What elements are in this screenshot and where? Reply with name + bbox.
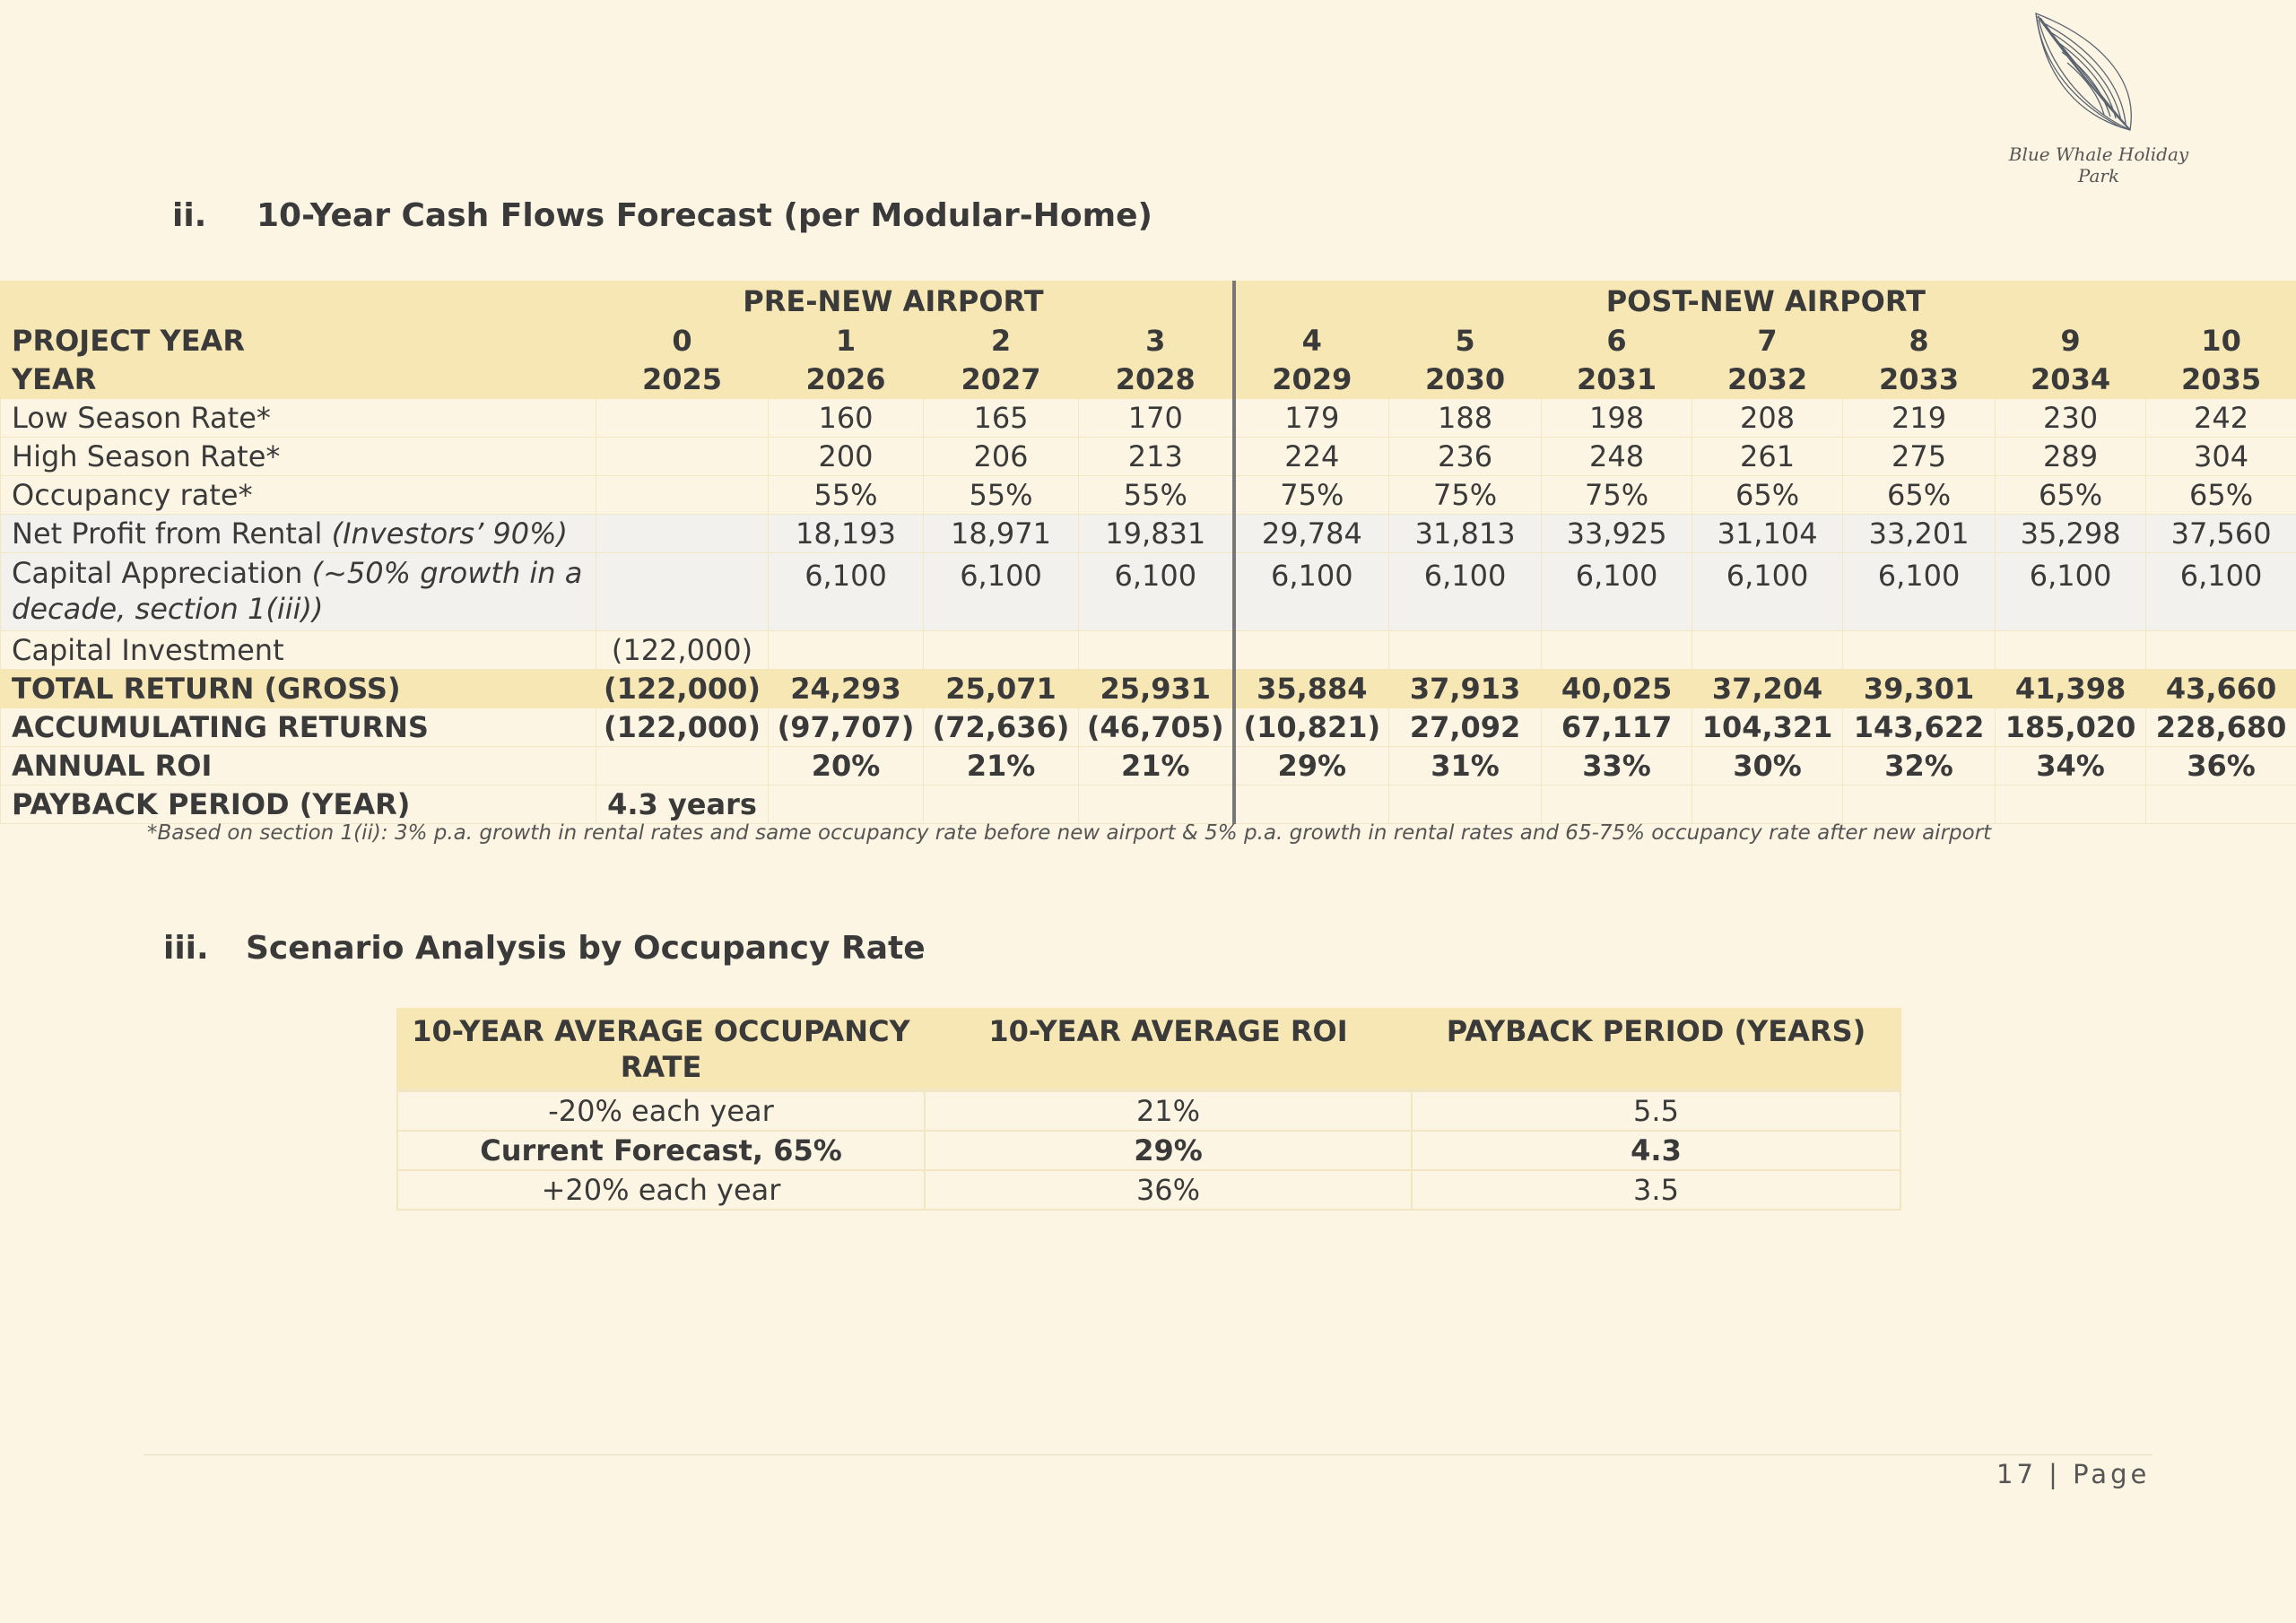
cell: 65% <box>1996 476 2146 515</box>
cell: 160 <box>769 399 924 438</box>
cell: 36% <box>925 1170 1412 1210</box>
row-label <box>1 553 596 631</box>
cell: 4.3 <box>1412 1131 1900 1170</box>
section-heading: Scenario Analysis by Occupancy Rate <box>246 930 926 967</box>
cell <box>1692 631 1843 670</box>
cell <box>924 785 1079 824</box>
cell: 39,301 <box>1843 670 1996 708</box>
cell: 21% <box>925 1090 1412 1131</box>
cell <box>596 515 769 553</box>
row-label: PAYBACK PERIOD (YEAR) <box>1 785 596 824</box>
cell: 6,100 <box>769 553 924 631</box>
cell: 228,680 <box>2146 708 2296 747</box>
cell: 27,092 <box>1389 708 1542 747</box>
cell: 206 <box>924 438 1079 476</box>
cell: 213 <box>1079 438 1234 476</box>
row-label: ANNUAL ROI <box>1 747 596 785</box>
cell <box>1542 785 1692 824</box>
cell: 6,100 <box>1996 553 2146 631</box>
section-title-scenario <box>163 930 926 967</box>
cell: 6,100 <box>2146 553 2296 631</box>
cell <box>1996 785 2146 824</box>
cell: 230 <box>1996 399 2146 438</box>
cashflow-table <box>0 281 2296 824</box>
cell: 29% <box>1234 747 1389 785</box>
label-text: Capital Appreciation <box>12 556 312 590</box>
row-payback-period <box>1 785 2296 824</box>
cell: 35,884 <box>1234 670 1389 708</box>
cell: 36% <box>2146 747 2296 785</box>
cell: 5.5 <box>1412 1090 1900 1131</box>
row-capital-investment <box>1 631 2296 670</box>
header-roi: 10-YEAR AVERAGE ROI <box>925 1009 1412 1090</box>
cell: (97,707) <box>769 708 924 747</box>
row-annual-roi <box>1 747 2296 785</box>
cell: 65% <box>1843 476 1996 515</box>
cell: 236 <box>1389 438 1542 476</box>
cell: 41,398 <box>1996 670 2146 708</box>
cell <box>1389 785 1542 824</box>
cell: 198 <box>1542 399 1692 438</box>
project-year-row <box>1 322 2296 360</box>
leaf-logo-icon <box>1996 9 2202 143</box>
label-note: (Investors’ 90%) <box>331 516 569 551</box>
cell: 24,293 <box>769 670 924 708</box>
cell: 37,560 <box>2146 515 2296 553</box>
cell: 261 <box>1692 438 1843 476</box>
cell <box>1996 631 2146 670</box>
cell: 170 <box>1079 399 1234 438</box>
row-net-profit <box>1 515 2296 553</box>
cell: 289 <box>1996 438 2146 476</box>
scenario-row-plus <box>397 1170 1900 1210</box>
cell: Current Forecast, 65% <box>397 1131 925 1170</box>
row-occupancy <box>1 476 2296 515</box>
row-label: PROJECT YEAR <box>1 322 596 360</box>
cell <box>2146 631 2296 670</box>
cell: 2034 <box>1996 360 2146 399</box>
scenario-row-minus <box>397 1090 1900 1131</box>
cell: 104,321 <box>1692 708 1843 747</box>
cell: 208 <box>1692 399 1843 438</box>
scenario-header-row <box>397 1009 1900 1090</box>
cell: 143,622 <box>1843 708 1996 747</box>
cell: 2 <box>924 322 1079 360</box>
cell: (122,000) <box>596 708 769 747</box>
section-title-cashflow <box>172 197 1152 234</box>
cell <box>596 438 769 476</box>
cell: 75% <box>1542 476 1692 515</box>
row-label: High Season Rate* <box>1 438 596 476</box>
cell: 179 <box>1234 399 1389 438</box>
cell: 75% <box>1234 476 1389 515</box>
row-label: Occupancy rate* <box>1 476 596 515</box>
cell: 31% <box>1389 747 1542 785</box>
cell <box>596 553 769 631</box>
group-header-row <box>1 282 2296 322</box>
cell <box>924 631 1079 670</box>
cell: 2032 <box>1692 360 1843 399</box>
cell: (72,636) <box>924 708 1079 747</box>
cell: 6,100 <box>924 553 1079 631</box>
cell: 25,931 <box>1079 670 1234 708</box>
cell: 29% <box>925 1131 1412 1170</box>
cell: 2031 <box>1542 360 1692 399</box>
cell: 35,298 <box>1996 515 2146 553</box>
cell: 2026 <box>769 360 924 399</box>
row-capital-appreciation <box>1 553 2296 631</box>
group-pre-airport: PRE-NEW AIRPORT <box>1 282 1234 322</box>
table-footnote: *Based on section 1(ii): 3% p.a. growth in rental rates and same occupancy rate before new airport & 5% p.a. growth in rental rates and 65-75% occupancy rate after new airport <box>147 821 1992 845</box>
cell: (122,000) <box>596 670 769 708</box>
cell <box>596 747 769 785</box>
cell: 6,100 <box>1843 553 1996 631</box>
cell: 10 <box>2146 322 2296 360</box>
cell: 224 <box>1234 438 1389 476</box>
cell: (46,705) <box>1079 708 1234 747</box>
cell: 40,025 <box>1542 670 1692 708</box>
cell: 1 <box>769 322 924 360</box>
cell <box>1843 631 1996 670</box>
row-label: Low Season Rate* <box>1 399 596 438</box>
cell: 6,100 <box>1079 553 1234 631</box>
cell: 55% <box>769 476 924 515</box>
cell: 65% <box>2146 476 2296 515</box>
section-number: ii. <box>172 197 207 234</box>
cell: 65% <box>1692 476 1843 515</box>
row-label: TOTAL RETURN (GROSS) <box>1 670 596 708</box>
cell: 4.3 years <box>596 785 769 824</box>
label-text: Net Profit from Rental <box>12 516 332 551</box>
row-label <box>1 515 596 553</box>
cell: 37,913 <box>1389 670 1542 708</box>
page-number: 17 | Page <box>1996 1459 2151 1489</box>
row-label: YEAR <box>1 360 596 399</box>
logo-text: Blue Whale Holiday Park <box>2008 143 2189 187</box>
cell: 18,193 <box>769 515 924 553</box>
cell: 33,201 <box>1843 515 1996 553</box>
cell <box>769 785 924 824</box>
cell: -20% each year <box>397 1090 925 1131</box>
cell: 25,071 <box>924 670 1079 708</box>
cell: 219 <box>1843 399 1996 438</box>
header-payback: PAYBACK PERIOD (YEARS) <box>1412 1009 1900 1090</box>
cell: 6,100 <box>1692 553 1843 631</box>
cell: 33% <box>1542 747 1692 785</box>
cell: 185,020 <box>1996 708 2146 747</box>
cell: 2028 <box>1079 360 1234 399</box>
cell: 31,104 <box>1692 515 1843 553</box>
row-label: Capital Investment <box>1 631 596 670</box>
cell: 21% <box>924 747 1079 785</box>
cell: 275 <box>1843 438 1996 476</box>
cell: 2029 <box>1234 360 1389 399</box>
cell: (122,000) <box>596 631 769 670</box>
scenario-row-current <box>397 1131 1900 1170</box>
cell: 2025 <box>596 360 769 399</box>
cell: 165 <box>924 399 1079 438</box>
section-number: iii. <box>163 930 209 967</box>
cell: +20% each year <box>397 1170 925 1210</box>
cell: 200 <box>769 438 924 476</box>
cell: 34% <box>1996 747 2146 785</box>
cell: (10,821) <box>1234 708 1389 747</box>
cell: 304 <box>2146 438 2296 476</box>
cell: 55% <box>924 476 1079 515</box>
section-heading: 10-Year Cash Flows Forecast (per Modular-Home) <box>257 197 1152 234</box>
cell: 67,117 <box>1542 708 1692 747</box>
cell: 8 <box>1843 322 1996 360</box>
cell: 2035 <box>2146 360 2296 399</box>
cell: 29,784 <box>1234 515 1389 553</box>
cell: 0 <box>596 322 769 360</box>
cell <box>596 476 769 515</box>
row-high-season <box>1 438 2296 476</box>
cell: 21% <box>1079 747 1234 785</box>
cell: 20% <box>769 747 924 785</box>
cell <box>769 631 924 670</box>
cell <box>596 399 769 438</box>
company-logo <box>1996 9 2202 187</box>
cell <box>1843 785 1996 824</box>
cell <box>1234 785 1389 824</box>
cell: 242 <box>2146 399 2296 438</box>
cell: 9 <box>1996 322 2146 360</box>
cell <box>1079 785 1234 824</box>
row-total-return <box>1 670 2296 708</box>
cell: 3.5 <box>1412 1170 1900 1210</box>
footer-divider <box>144 1454 2152 1455</box>
cell: 18,971 <box>924 515 1079 553</box>
header-occupancy: 10-YEAR AVERAGE OCCUPANCY RATE <box>397 1009 925 1090</box>
cell: 75% <box>1389 476 1542 515</box>
cell <box>1389 631 1542 670</box>
cell: 32% <box>1843 747 1996 785</box>
cell: 2027 <box>924 360 1079 399</box>
cell: 33,925 <box>1542 515 1692 553</box>
scenario-table <box>396 1008 1901 1211</box>
cell: 2033 <box>1843 360 1996 399</box>
cell: 19,831 <box>1079 515 1234 553</box>
cell <box>1079 631 1234 670</box>
cell: 4 <box>1234 322 1389 360</box>
row-low-season <box>1 399 2296 438</box>
cell: 55% <box>1079 476 1234 515</box>
cell: 6,100 <box>1389 553 1542 631</box>
cell: 2030 <box>1389 360 1542 399</box>
year-row <box>1 360 2296 399</box>
cell: 3 <box>1079 322 1234 360</box>
cell <box>1692 785 1843 824</box>
cell: 7 <box>1692 322 1843 360</box>
cell: 30% <box>1692 747 1843 785</box>
cell: 37,204 <box>1692 670 1843 708</box>
cell: 43,660 <box>2146 670 2296 708</box>
cell: 6 <box>1542 322 1692 360</box>
cell: 6,100 <box>1234 553 1389 631</box>
row-accumulating-returns <box>1 708 2296 747</box>
cell <box>1234 631 1389 670</box>
cell <box>2146 785 2296 824</box>
row-label: ACCUMULATING RETURNS <box>1 708 596 747</box>
cell: 188 <box>1389 399 1542 438</box>
group-post-airport: POST-NEW AIRPORT <box>1234 282 2296 322</box>
label-note: (~50% growth in a decade, section 1(iii)) <box>12 556 583 626</box>
cell <box>1542 631 1692 670</box>
cell: 248 <box>1542 438 1692 476</box>
cell: 6,100 <box>1542 553 1692 631</box>
cell: 31,813 <box>1389 515 1542 553</box>
cell: 5 <box>1389 322 1542 360</box>
